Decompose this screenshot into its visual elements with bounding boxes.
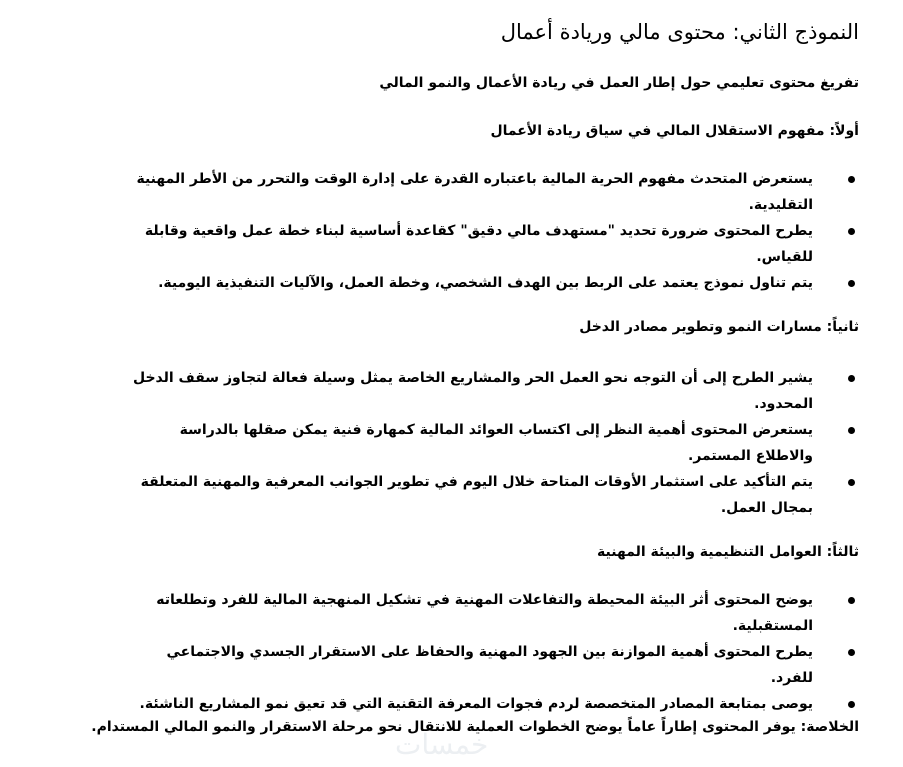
list-item <box>129 365 859 417</box>
bullet-icon <box>848 479 855 486</box>
list-item <box>129 417 859 469</box>
list-item <box>129 218 859 270</box>
list-item <box>129 639 859 691</box>
list-item <box>129 166 859 218</box>
list-item <box>129 270 859 296</box>
conclusion-paragraph: الخلاصة: يوفر المحتوى إطاراً عاماً يوضح الخطوات العملية للانتقال نحو مرحلة الاستقرار والنمو المالي المستدام. <box>91 719 859 735</box>
list-item-text: يطرح المحتوى ضرورة تحديد "مستهدف مالي دقيق" كقاعدة أساسية لبناء خطة عمل واقعية وقابلة للقياس. <box>144 223 813 265</box>
list-item-text: يستعرض المحتوى أهمية النظر إلى اكتساب العوائد المالية كمهارة فنية يمكن صقلها بالدراسة والاطلاع المستمر. <box>179 422 813 464</box>
bullet-icon <box>848 176 855 183</box>
list-item-text: يطرح المحتوى أهمية الموازنة بين الجهود المهنية والحفاظ على الاستقرار الجسدي والاجتماعي للفرد. <box>166 644 813 686</box>
section-2-bullet-list <box>129 365 859 521</box>
list-item <box>129 691 859 717</box>
bullet-icon <box>848 427 855 434</box>
section-heading-3: ثالثاً: العوامل التنظيمية والبيئة المهنية <box>597 544 859 560</box>
list-item-text: يشير الطرح إلى أن التوجه نحو العمل الحر والمشاريع الخاصة يمثل وسيلة فعالة لتجاوز سقف الدخل المحدود. <box>132 370 813 412</box>
list-item-text: يستعرض المتحدث مفهوم الحرية المالية باعتباره القدرة على إدارة الوقت والتحرر من الأطر المهنية التقليدية. <box>136 171 813 213</box>
list-item <box>129 587 859 639</box>
list-item-text: يوضح المحتوى أثر البيئة المحيطة والتفاعلات المهنية في تشكيل المنهجية المالية للفرد وتطلعاته المستقبلية. <box>156 592 813 634</box>
section-3-bullet-list <box>129 587 859 717</box>
bullet-icon <box>848 649 855 656</box>
watermark-logo: خمسات <box>395 728 489 761</box>
list-item-text: يتم التأكيد على استثمار الأوقات المتاحة خلال اليوم في تطوير الجوانب المعرفية والمهنية المتعلقة بمجال العمل. <box>140 474 813 516</box>
bullet-icon <box>848 228 855 235</box>
document-subtitle: تفريغ محتوى تعليمي حول إطار العمل في ريادة الأعمال والنمو المالي <box>379 75 859 91</box>
section-heading-1: أولاً: مفهوم الاستقلال المالي في سياق ريادة الأعمال <box>490 123 859 139</box>
list-item-text: يوصى بمتابعة المصادر المتخصصة لردم فجوات المعرفة التقنية التي قد تعيق نمو المشاريع الناشئة. <box>139 696 813 712</box>
section-1-bullet-list <box>129 166 859 296</box>
bullet-icon <box>848 280 855 287</box>
bullet-icon <box>848 375 855 382</box>
bullet-icon <box>848 701 855 708</box>
list-item <box>129 469 859 521</box>
list-item-text: يتم تناول نموذج يعتمد على الربط بين الهدف الشخصي، وخطة العمل، والآليات التنفيذية اليومية. <box>158 275 813 291</box>
section-heading-2: ثانياً: مسارات النمو وتطوير مصادر الدخل <box>579 319 859 335</box>
bullet-icon <box>848 597 855 604</box>
document-title: النموذج الثاني: محتوى مالي وريادة أعمال <box>500 20 859 44</box>
